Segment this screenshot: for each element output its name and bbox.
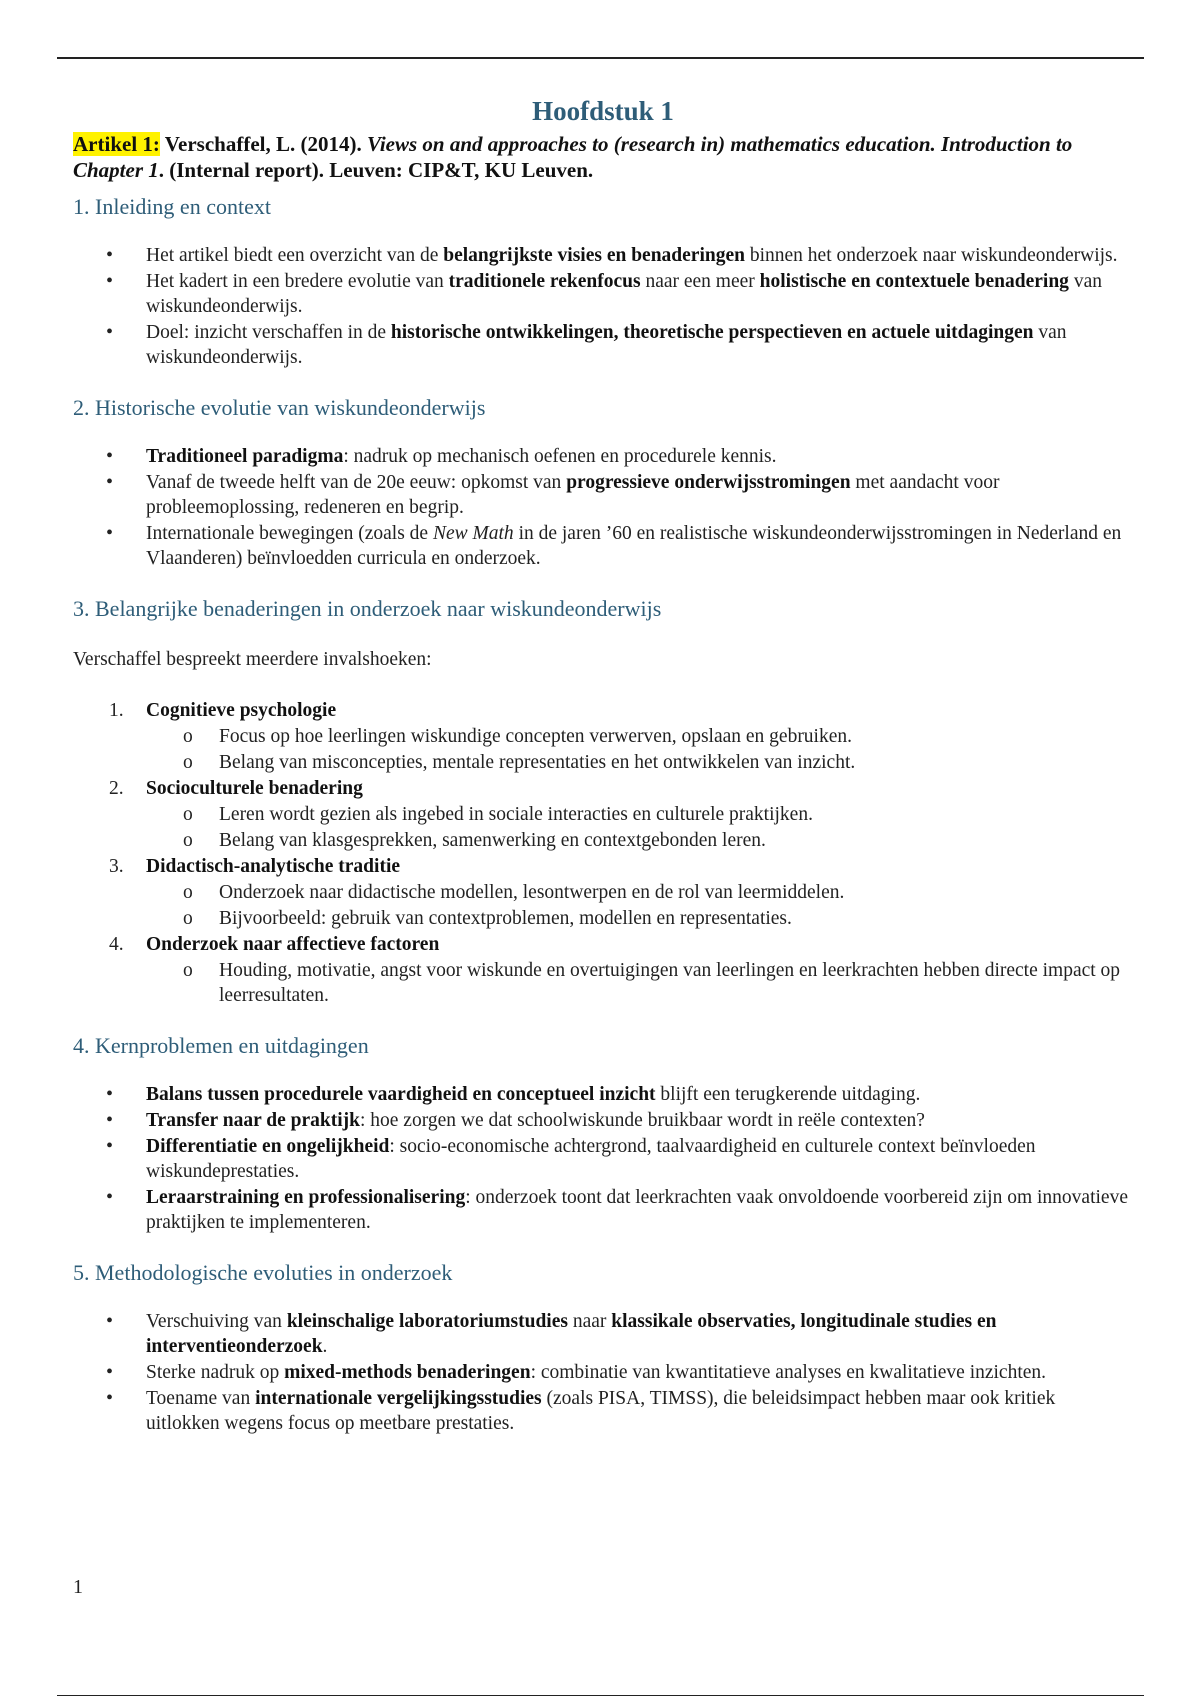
numbered-item: 1. Cognitieve psychologie o Focus op hoe leerlingen wiskundige concepten verwerven, opslaan en gebruiken. o Belang van misconcepties, mentale representaties en het ontwikkelen van inzicht. xyxy=(73,698,1133,775)
section-heading-5: 5. Methodologische evoluties in onderzoek xyxy=(73,1260,453,1286)
sub-list xyxy=(146,724,1133,775)
list-item: • Traditioneel paradigma: nadruk op mechanisch oefenen en procedurele kennis. xyxy=(73,444,1133,469)
footer-rule xyxy=(57,1695,1144,1696)
sub-list xyxy=(146,958,1133,1008)
numbered-item: 2. Socioculturele benadering o Leren wordt gezien als ingebed in sociale interacties en culturele praktijken. o Belang van klasgesprekken, samenwerking en contextgebonden leren. xyxy=(73,776,1133,853)
list-item: • Toename van internationale vergelijkingsstudies (zoals PISA, TIMSS), die beleidsimpact hebben maar ook kritiek uitlokken wegens focus op meetbare prestaties. xyxy=(73,1386,1133,1436)
numbered-item: 3. Didactisch-analytische traditie o Onderzoek naar didactische modellen, lesontwerpen en de rol van leermiddelen. o Bijvoorbeeld: gebruik van contextproblemen, modellen en representaties. xyxy=(73,854,1133,931)
sub-item: o Onderzoek naar didactische modellen, lesontwerpen en de rol van leermiddelen. xyxy=(146,880,1133,905)
list-item: • Doel: inzicht verschaffen in de historische ontwikkelingen, theoretische perspectieven en actuele uitdagingen van wiskundeonderwijs. xyxy=(73,320,1133,370)
citation-title: Views on and approaches to (research in) mathematics education. Introduction to Chapter 1 xyxy=(73,132,1073,183)
section-heading-4: 4. Kernproblemen en uitdagingen xyxy=(73,1033,369,1059)
list-item: • Het kadert in een bredere evolutie van traditionele rekenfocus naar een meer holistische en contextuele benadering van wiskundeonderwijs. xyxy=(73,269,1133,319)
list-item: • Verschuiving van kleinschalige laboratoriumstudies naar klassikale observaties, longitudinale studies en interventieonderzoek. xyxy=(73,1309,1133,1359)
sub-list xyxy=(146,802,1133,853)
sub-list xyxy=(146,880,1133,931)
list-item: • Vanaf de tweede helft van de 20e eeuw: opkomst van progressieve onderwijsstromingen met aandacht voor probleemoplossing, redeneren en begrip. xyxy=(73,470,1133,520)
section-3-list xyxy=(73,698,1133,1008)
section-heading-2: 2. Historische evolutie van wiskundeonderwijs xyxy=(73,395,486,421)
list-item: • Sterke nadruk op mixed-methods benaderingen: combinatie van kwantitatieve analyses en kwalitatieve inzichten. xyxy=(73,1360,1133,1385)
section-heading-1: 1. Inleiding en context xyxy=(73,194,271,220)
section-4-list xyxy=(73,1082,1133,1235)
page-number: 1 xyxy=(73,1576,83,1598)
list-item: • Internationale bewegingen (zoals de New Math in de jaren ’60 en realistische wiskundeonderwijsstromingen in Nederland en Vlaanderen) beïnvloedden curricula en onderzoek. xyxy=(73,521,1133,571)
document-page xyxy=(73,95,1133,1437)
section-5-list xyxy=(73,1309,1133,1436)
section-heading-3: 3. Belangrijke benaderingen in onderzoek naar wiskundeonderwijs xyxy=(73,596,662,622)
header-rule xyxy=(57,57,1144,59)
section-1-list xyxy=(73,243,1133,370)
page-title: Hoofdstuk 1 xyxy=(532,96,674,126)
article-citation xyxy=(73,131,1133,183)
sub-item: o Belang van klasgesprekken, samenwerking en contextgebonden leren. xyxy=(146,828,1133,853)
citation-label: Artikel 1: xyxy=(73,132,160,157)
section-2-list xyxy=(73,444,1133,571)
citation-author: Verschaffel, L. (2014). xyxy=(159,132,367,157)
sub-item: o Leren wordt gezien als ingebed in sociale interacties en culturele praktijken. xyxy=(146,802,1133,827)
citation-rest: . (Internal report). Leuven: CIP&T, KU Leuven. xyxy=(158,158,594,183)
sub-item: o Focus op hoe leerlingen wiskundige concepten verwerven, opslaan en gebruiken. xyxy=(146,724,1133,749)
list-item: • Het artikel biedt een overzicht van de belangrijkste visies en benaderingen binnen het onderzoek naar wiskundeonderwijs. xyxy=(73,243,1133,268)
sub-item: o Bijvoorbeeld: gebruik van contextproblemen, modellen en representaties. xyxy=(146,906,1133,931)
sub-item: o Belang van misconcepties, mentale representaties en het ontwikkelen van inzicht. xyxy=(146,750,1133,775)
numbered-item: 4. Onderzoek naar affectieve factoren o Houding, motivatie, angst voor wiskunde en overtuigingen van leerlingen en leerkrachten hebben directe impact op leerresultaten. xyxy=(73,932,1133,1008)
sub-item: o Houding, motivatie, angst voor wiskunde en overtuigingen van leerlingen en leerkrachten hebben directe impact op leerresultaten. xyxy=(146,958,1133,1008)
list-item: • Differentiatie en ongelijkheid: socio-economische achtergrond, taalvaardigheid en culturele context beïnvloeden wiskundeprestaties. xyxy=(73,1134,1133,1184)
list-item: • Balans tussen procedurele vaardigheid en conceptueel inzicht blijft een terugkerende uitdaging. xyxy=(73,1082,1133,1107)
section-3-intro: Verschaffel bespreekt meerdere invalshoeken: xyxy=(73,649,432,671)
list-item: • Leraarstraining en professionalisering: onderzoek toont dat leerkrachten vaak onvoldoende voorbereid zijn om innovatieve praktijken te implementeren. xyxy=(73,1185,1133,1235)
list-item: • Transfer naar de praktijk: hoe zorgen we dat schoolwiskunde bruikbaar wordt in reële contexten? xyxy=(73,1108,1133,1133)
